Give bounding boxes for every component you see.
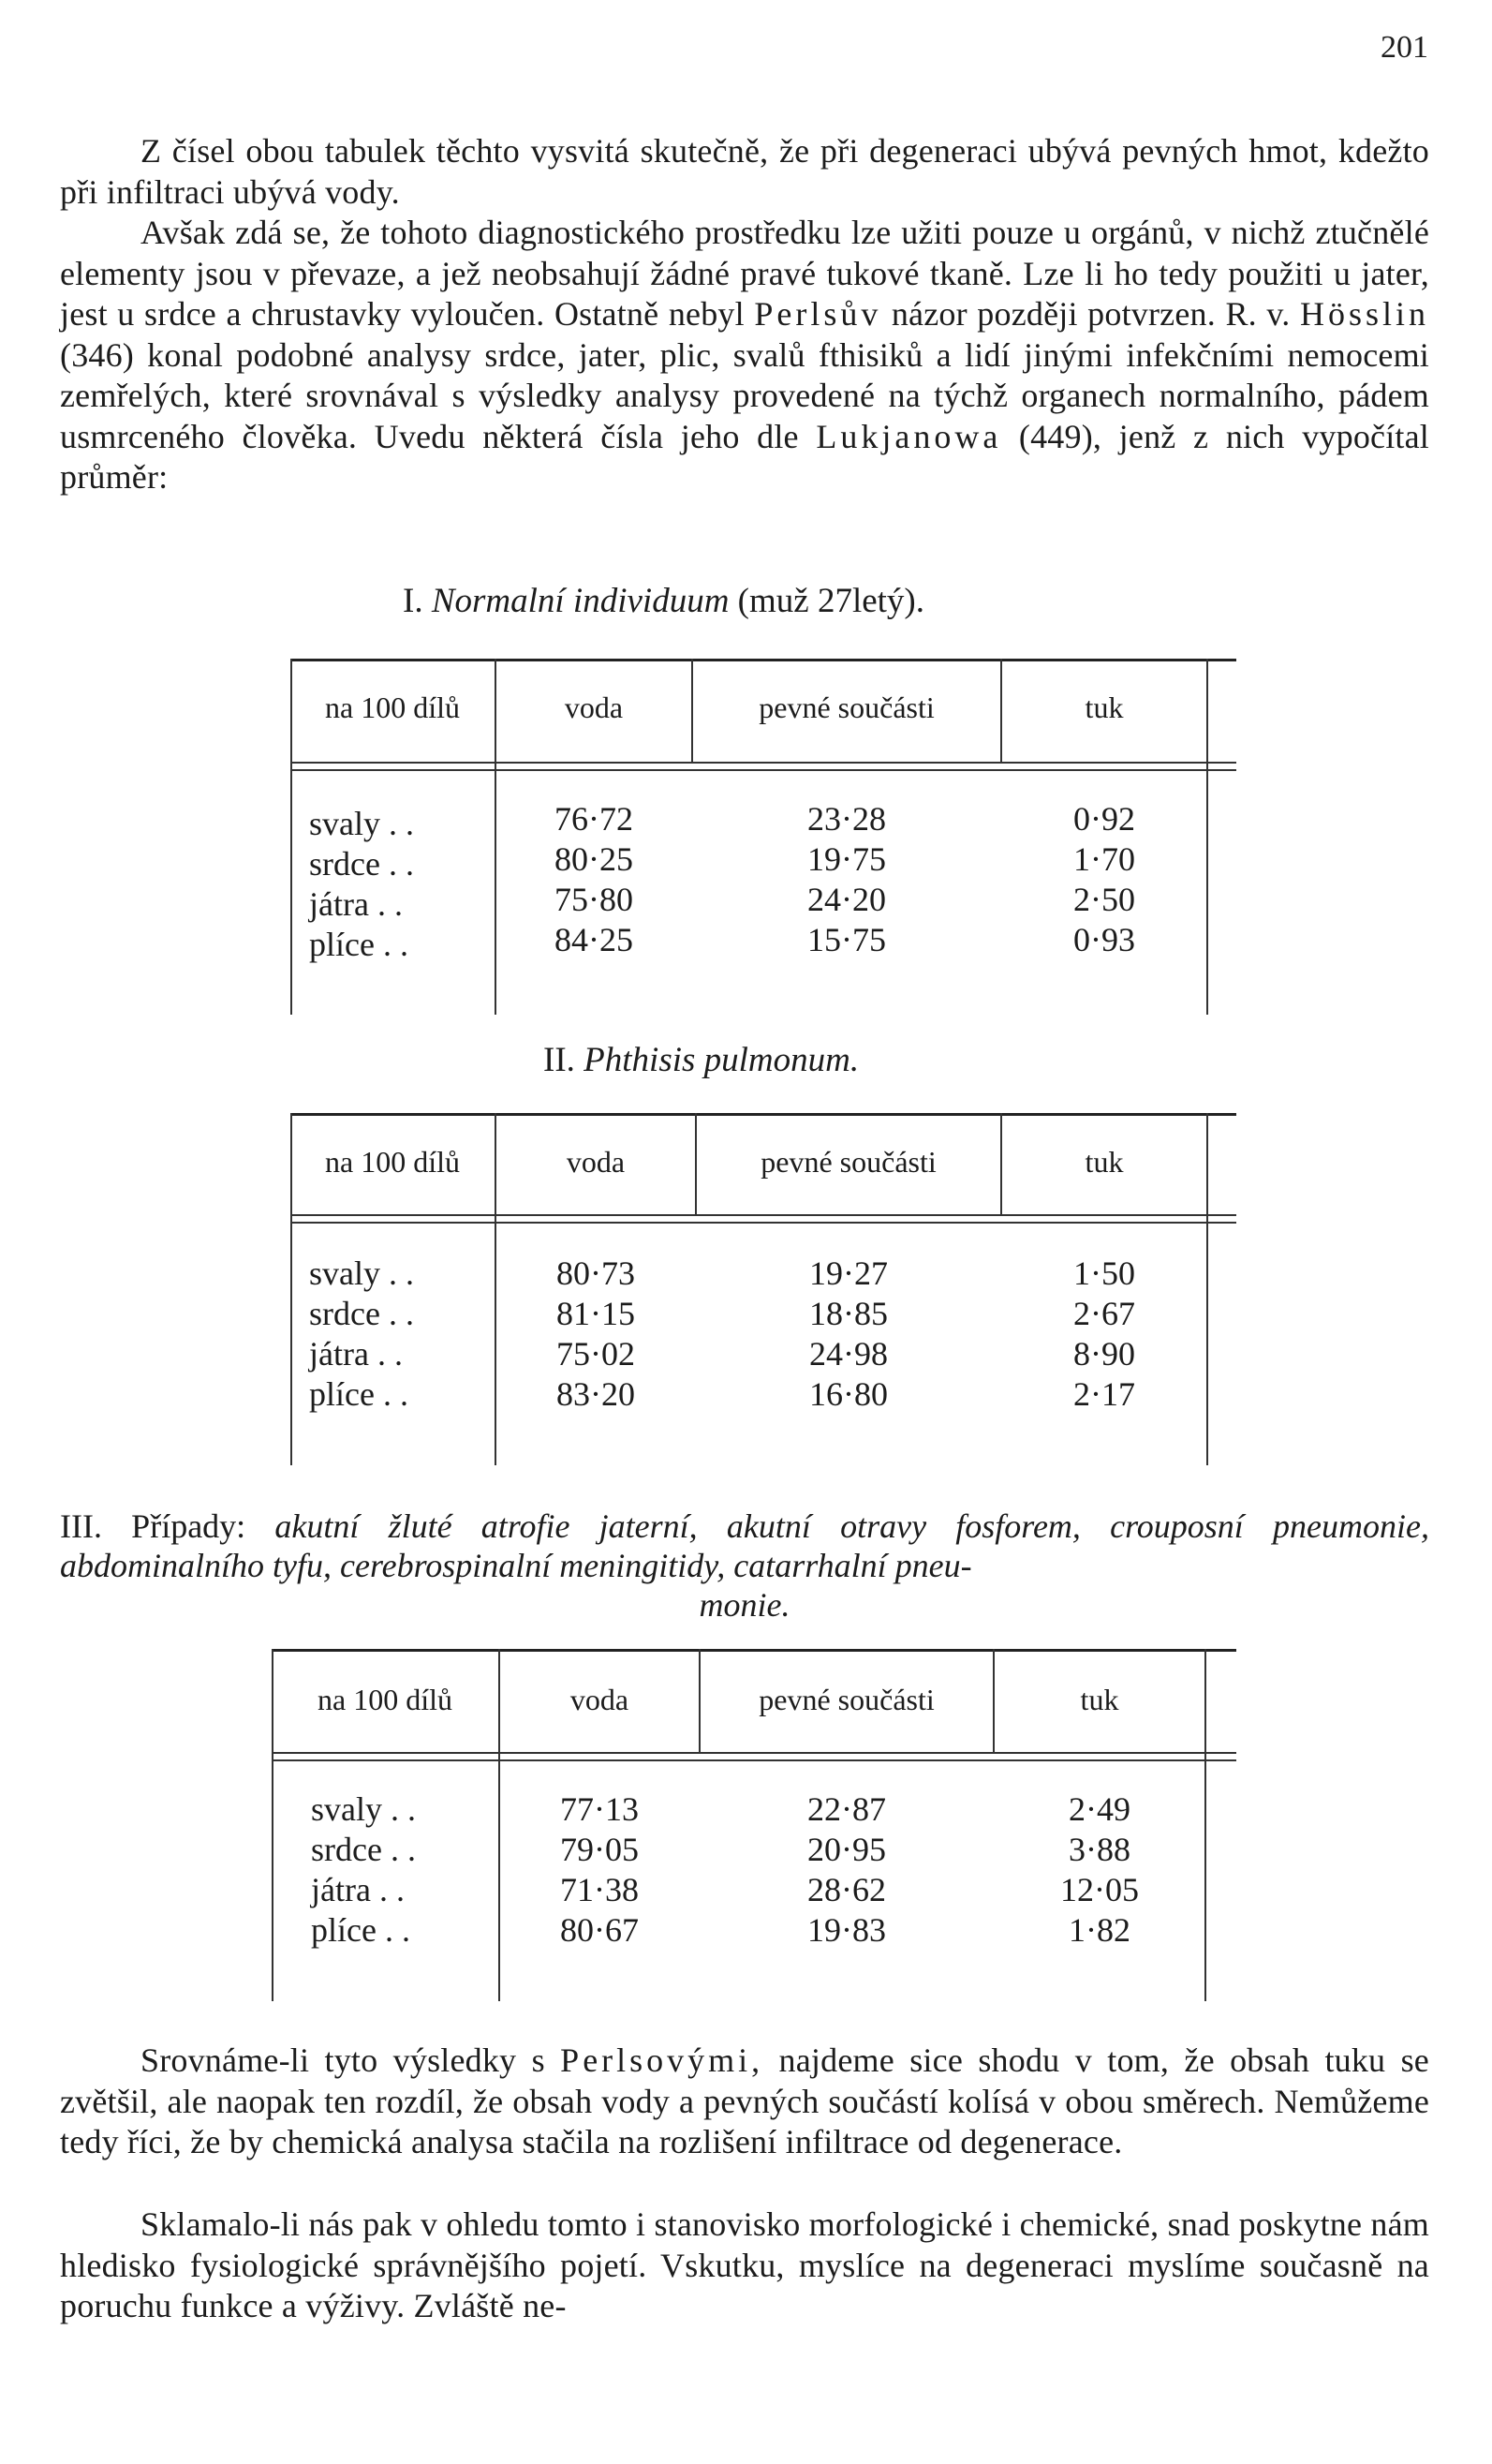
cell-tuk: 1·50: [1073, 1254, 1135, 1292]
table-3: [272, 1649, 1236, 2001]
table-3-caption-italic-b: monie.: [699, 1586, 790, 1624]
table-vline: [1206, 659, 1208, 1015]
cell-pevne: 28·62: [807, 1871, 886, 1908]
paragraph-1-text: Z čísel obou tabulek těchto vysvitá skutečně, že při degeneraci ubývá pevných hmot, kdežto při infiltraci ubývá vody.: [60, 132, 1429, 211]
cell-pevne: 19·27: [809, 1254, 888, 1292]
header-tuk: tuk: [1085, 690, 1124, 724]
author-lukjanow: Lukjanowa: [816, 417, 1002, 455]
row-label: játra . .: [309, 1335, 403, 1373]
cell-tuk: 1·82: [1069, 1911, 1130, 1949]
paragraph-4: [60, 2204, 1429, 2327]
table-vline: [498, 1649, 500, 2001]
table-2-caption-italic: Phthisis pulmonum.: [584, 1041, 860, 1079]
page-number: 201: [1381, 30, 1428, 65]
table-vline: [993, 1649, 995, 1752]
cell-pevne: 23·28: [807, 800, 886, 838]
table-2: [290, 1113, 1236, 1465]
cell-voda: 83·20: [556, 1375, 635, 1413]
table-rule-top: [290, 659, 1236, 661]
cell-pevne: 24·20: [807, 881, 886, 918]
table-rule-double: [272, 1752, 1236, 1761]
cell-voda: 75·80: [554, 881, 633, 918]
cell-voda: 80·67: [560, 1911, 639, 1949]
row-label: srdce . .: [311, 1831, 416, 1868]
table-vline: [495, 1113, 496, 1465]
table-1-caption: [403, 581, 924, 621]
row-label: játra . .: [311, 1871, 405, 1908]
table-3-caption: [60, 1507, 1429, 1625]
table-rule-double: [290, 1214, 1236, 1224]
table-3-caption-prefix: III. Případy:: [60, 1507, 275, 1545]
table-1-caption-prefix: I.: [403, 582, 432, 620]
cell-pevne: 20·95: [807, 1831, 886, 1868]
table-vline: [290, 1113, 292, 1465]
header-tuk: tuk: [1085, 1145, 1124, 1179]
cell-voda: 77·13: [560, 1790, 639, 1828]
header-voda: voda: [564, 690, 624, 724]
author-hosslin: Hösslin: [1299, 295, 1429, 333]
cell-pevne: 19·75: [807, 840, 886, 878]
paragraph-2-text-b: názor později potvrzen. R. v.: [881, 295, 1300, 333]
header-voda: voda: [566, 1145, 626, 1179]
cell-tuk: 12·05: [1060, 1871, 1139, 1908]
table-2-caption-prefix: II.: [543, 1041, 584, 1079]
cell-voda: 84·25: [554, 921, 633, 958]
paragraph-2: [60, 213, 1429, 498]
table-vline: [1204, 1649, 1206, 2001]
row-label: srdce . .: [309, 845, 414, 883]
paragraph-3: [60, 2041, 1429, 2163]
row-label: srdce . .: [309, 1295, 414, 1332]
cell-voda: 80·73: [556, 1254, 635, 1292]
cell-voda: 81·15: [556, 1295, 635, 1332]
row-label: plíce . .: [311, 1911, 410, 1949]
row-label: plíce . .: [309, 926, 408, 963]
cell-voda: 71·38: [560, 1871, 639, 1908]
cell-tuk: 2·17: [1073, 1375, 1135, 1413]
author-perlsovymi: Perlsovými,: [560, 2041, 764, 2079]
cell-pevne: 24·98: [809, 1335, 888, 1373]
table-1-caption-italic: Normalní individuum: [431, 582, 730, 620]
row-label: svaly . .: [309, 805, 414, 842]
author-perls: Perlsův: [754, 295, 882, 333]
paragraph-2-text-d: (449), jenž z nich vypočítal průměr:: [60, 417, 1429, 496]
cell-pevne: 18·85: [809, 1295, 888, 1332]
table-1: [290, 659, 1236, 1015]
cell-tuk: 0·93: [1073, 921, 1135, 958]
table-3-caption-italic-a: akutní žluté atrofie jaterní, akutní otravy fosforem, crouposní pneumonie, abdominalního tyfu, cerebrospinalní meningitidy, catarrhalní pneu-: [60, 1507, 1429, 1584]
header-na-100-dilu: na 100 dílů: [325, 1145, 460, 1179]
cell-pevne: 16·80: [809, 1375, 888, 1413]
table-rule-top: [272, 1649, 1236, 1652]
cell-voda: 80·25: [554, 840, 633, 878]
table-vline: [290, 659, 292, 1015]
table-vline: [1000, 1113, 1002, 1214]
cell-pevne: 15·75: [807, 921, 886, 958]
table-2-caption: [543, 1040, 859, 1080]
table-vline: [695, 1113, 697, 1214]
cell-pevne: 22·87: [807, 1790, 886, 1828]
paragraph-2-text-c: (346) konal podobné analysy srdce, jater, plic, svalů fthisiků a lidí jinými infekčními nemocemi zemřelých, které srovnával s výsledky analysy provedené na týchž organech normalního, pádem usmrceného člověka. Uvedu některá čísla jeho dle: [60, 335, 1429, 455]
cell-tuk: 8·90: [1073, 1335, 1135, 1373]
header-pevne-soucasti: pevné součásti: [759, 1683, 935, 1716]
paragraph-3-text-b: najdeme sice shodu v tom, že obsah tuku se zvětšil, ale naopak ten rozdíl, že obsah vody a pevných součástí kolísá v obou směrech. Nemůžeme tedy říci, že by chemická analysa stačila na rozlišení infiltrace od degenerace.: [60, 2041, 1429, 2160]
cell-tuk: 2·49: [1069, 1790, 1130, 1828]
table-vline: [1000, 659, 1002, 762]
cell-tuk: 1·70: [1073, 840, 1135, 878]
row-label: plíce . .: [309, 1375, 408, 1413]
paragraph-1: [60, 131, 1429, 213]
table-vline: [699, 1649, 701, 1752]
cell-voda: 76·72: [554, 800, 633, 838]
table-vline: [272, 1649, 273, 2001]
table-vline: [495, 659, 496, 1015]
cell-tuk: 2·67: [1073, 1295, 1135, 1332]
cell-tuk: 0·92: [1073, 800, 1135, 838]
cell-voda: 75·02: [556, 1335, 635, 1373]
cell-tuk: 2·50: [1073, 881, 1135, 918]
paragraph-2-text-a: Avšak zdá se, že tohoto diagnostického prostředku lze užiti pouze u orgánů, v nichž ztučnělé elementy jsou v převaze, a jež neobsahují žádné pravé tukové tkaně. Lze li ho tedy použiti u jater, jest u srdce a chrustavky vyloučen. Ostatně nebyl: [60, 214, 1429, 333]
table-vline: [691, 659, 693, 762]
paragraph-4-text: Sklamalo-li nás pak v ohledu tomto i stanovisko morfologické i chemické, snad poskytne nám hledisko fysiologické správnějšího pojetí. Vskutku, myslíce na degeneraci myslíme současně na poruchu funkce a výživy. Zvláště ne-: [60, 2205, 1429, 2324]
cell-tuk: 3·88: [1069, 1831, 1130, 1868]
header-na-100-dilu: na 100 dílů: [318, 1683, 452, 1716]
header-pevne-soucasti: pevné součásti: [761, 1145, 937, 1179]
row-label: svaly . .: [309, 1254, 414, 1292]
table-rule-double: [290, 762, 1236, 771]
header-tuk: tuk: [1080, 1683, 1119, 1716]
table-rule-top: [290, 1113, 1236, 1116]
header-na-100-dilu: na 100 dílů: [325, 690, 460, 724]
header-pevne-soucasti: pevné součásti: [759, 690, 935, 724]
cell-pevne: 19·83: [807, 1911, 886, 1949]
cell-voda: 79·05: [560, 1831, 639, 1868]
table-1-caption-suffix: (muž 27letý).: [729, 582, 924, 620]
row-label: svaly . .: [311, 1790, 416, 1828]
paragraph-3-text-a: Srovnáme-li tyto výsledky s: [140, 2041, 561, 2079]
row-label: játra . .: [309, 885, 403, 923]
header-voda: voda: [569, 1683, 629, 1716]
table-vline: [1206, 1113, 1208, 1465]
